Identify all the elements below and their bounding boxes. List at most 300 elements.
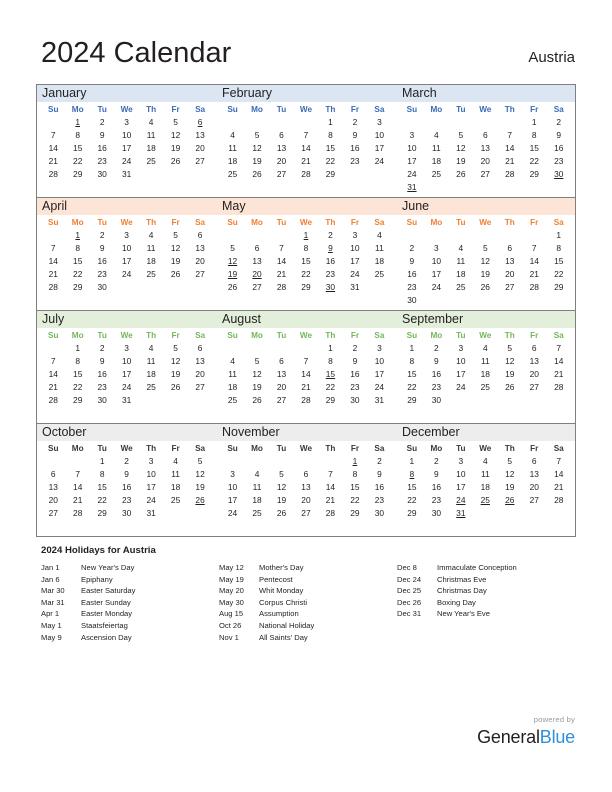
day-cell-september-22[interactable]: 22 — [407, 382, 417, 392]
day-cell-february-12[interactable]: 12 — [252, 143, 262, 153]
day-cell-october-16[interactable]: 16 — [121, 482, 132, 492]
day-cell-november-25[interactable]: 25 — [252, 508, 262, 518]
day-cell-october-9[interactable]: 9 — [124, 469, 129, 479]
day-cell-december-20[interactable]: 20 — [529, 482, 539, 492]
day-cell-december-9[interactable]: 9 — [434, 469, 439, 479]
day-cell-march-15[interactable]: 15 — [529, 143, 539, 153]
day-cell-august-10[interactable]: 10 — [374, 356, 385, 366]
day-cell-december-16[interactable]: 16 — [431, 482, 442, 492]
day-cell-january-19[interactable]: 19 — [170, 143, 181, 153]
holiday-cell-january-6[interactable]: 6 — [197, 117, 203, 127]
day-cell-october-29[interactable]: 29 — [97, 508, 107, 518]
day-cell-august-3[interactable]: 3 — [377, 343, 382, 353]
day-cell-september-16[interactable]: 16 — [431, 369, 442, 379]
day-cell-january-31[interactable]: 31 — [121, 169, 132, 179]
day-cell-december-10[interactable]: 10 — [456, 469, 466, 479]
day-cell-february-2[interactable]: 2 — [352, 117, 358, 127]
day-cell-november-19[interactable]: 19 — [276, 495, 287, 505]
day-cell-june-8[interactable]: 8 — [556, 243, 562, 253]
day-cell-june-15[interactable]: 15 — [554, 256, 564, 266]
day-cell-july-14[interactable]: 14 — [48, 369, 58, 379]
day-cell-march-29[interactable]: 29 — [529, 169, 539, 179]
day-cell-september-20[interactable]: 20 — [529, 369, 539, 379]
day-cell-october-14[interactable]: 14 — [73, 482, 83, 492]
day-cell-march-3[interactable]: 3 — [409, 130, 415, 140]
day-cell-april-14[interactable]: 14 — [48, 256, 58, 266]
day-cell-march-6[interactable]: 6 — [482, 130, 488, 140]
day-cell-october-1[interactable]: 1 — [99, 456, 105, 466]
day-cell-january-17[interactable]: 17 — [121, 143, 132, 153]
day-cell-february-25[interactable]: 25 — [227, 169, 238, 179]
day-cell-january-22[interactable]: 22 — [73, 156, 83, 166]
day-cell-july-28[interactable]: 28 — [48, 395, 58, 405]
day-cell-october-5[interactable]: 5 — [197, 456, 203, 466]
day-cell-august-14[interactable]: 14 — [301, 369, 311, 379]
day-cell-november-11[interactable]: 11 — [252, 482, 262, 492]
day-cell-march-23[interactable]: 23 — [554, 156, 564, 166]
day-cell-may-28[interactable]: 28 — [276, 282, 287, 292]
day-cell-october-20[interactable]: 20 — [48, 495, 58, 505]
day-cell-july-29[interactable]: 29 — [73, 395, 83, 405]
day-cell-february-17[interactable]: 17 — [374, 143, 385, 153]
day-cell-september-29[interactable]: 29 — [407, 395, 417, 405]
day-cell-december-4[interactable]: 4 — [482, 456, 488, 466]
holiday-cell-december-26[interactable]: 26 — [505, 495, 515, 505]
day-cell-september-6[interactable]: 6 — [531, 343, 537, 353]
day-cell-december-11[interactable]: 11 — [480, 469, 490, 479]
day-cell-january-24[interactable]: 24 — [121, 156, 132, 166]
day-cell-july-17[interactable]: 17 — [121, 369, 132, 379]
day-cell-september-30[interactable]: 30 — [431, 395, 442, 405]
day-cell-july-23[interactable]: 23 — [97, 382, 107, 392]
day-cell-july-4[interactable]: 4 — [148, 343, 154, 353]
holiday-cell-april-1[interactable]: 1 — [75, 230, 81, 240]
day-cell-july-3[interactable]: 3 — [124, 343, 129, 353]
day-cell-february-23[interactable]: 23 — [350, 156, 360, 166]
day-cell-august-30[interactable]: 30 — [350, 395, 360, 405]
day-cell-december-18[interactable]: 18 — [480, 482, 490, 492]
day-cell-december-30[interactable]: 30 — [431, 508, 442, 518]
holiday-cell-may-12[interactable]: 12 — [227, 256, 238, 266]
day-cell-december-19[interactable]: 19 — [505, 482, 515, 492]
day-cell-february-11[interactable]: 11 — [228, 143, 237, 153]
day-cell-august-21[interactable]: 21 — [301, 382, 311, 392]
day-cell-january-30[interactable]: 30 — [97, 169, 107, 179]
day-cell-october-18[interactable]: 18 — [170, 482, 181, 492]
day-cell-may-18[interactable]: 18 — [374, 256, 385, 266]
day-cell-january-13[interactable]: 13 — [195, 130, 205, 140]
day-cell-august-11[interactable]: 11 — [228, 369, 237, 379]
day-cell-january-12[interactable]: 12 — [170, 130, 181, 140]
day-cell-april-9[interactable]: 9 — [99, 243, 105, 253]
day-cell-january-8[interactable]: 8 — [75, 130, 81, 140]
day-cell-march-11[interactable]: 11 — [432, 143, 441, 153]
day-cell-july-13[interactable]: 13 — [195, 356, 205, 366]
day-cell-august-26[interactable]: 26 — [252, 395, 262, 405]
day-cell-may-25[interactable]: 25 — [374, 269, 385, 279]
day-cell-november-26[interactable]: 26 — [276, 508, 287, 518]
day-cell-april-30[interactable]: 30 — [97, 282, 107, 292]
day-cell-april-22[interactable]: 22 — [73, 269, 83, 279]
day-cell-april-11[interactable]: 11 — [146, 243, 156, 253]
day-cell-november-8[interactable]: 8 — [352, 469, 358, 479]
day-cell-september-2[interactable]: 2 — [434, 343, 439, 353]
day-cell-july-9[interactable]: 9 — [99, 356, 105, 366]
day-cell-february-26[interactable]: 26 — [252, 169, 262, 179]
day-cell-may-8[interactable]: 8 — [303, 243, 309, 253]
day-cell-november-18[interactable]: 18 — [252, 495, 262, 505]
day-cell-april-4[interactable]: 4 — [148, 230, 154, 240]
day-cell-february-7[interactable]: 7 — [303, 130, 309, 140]
day-cell-september-24[interactable]: 24 — [456, 382, 466, 392]
day-cell-october-10[interactable]: 10 — [146, 469, 156, 479]
day-cell-june-21[interactable]: 21 — [529, 269, 539, 279]
day-cell-may-16[interactable]: 16 — [325, 256, 336, 266]
day-cell-may-5[interactable]: 5 — [230, 243, 235, 253]
day-cell-november-24[interactable]: 24 — [227, 508, 238, 518]
day-cell-november-10[interactable]: 10 — [227, 482, 238, 492]
day-cell-january-10[interactable]: 10 — [121, 130, 132, 140]
day-cell-september-12[interactable]: 12 — [505, 356, 515, 366]
holiday-cell-may-19[interactable]: 19 — [227, 269, 238, 279]
day-cell-october-31[interactable]: 31 — [146, 508, 156, 518]
day-cell-december-22[interactable]: 22 — [407, 495, 417, 505]
day-cell-february-19[interactable]: 19 — [252, 156, 262, 166]
day-cell-august-29[interactable]: 29 — [325, 395, 336, 405]
day-cell-june-28[interactable]: 28 — [529, 282, 539, 292]
day-cell-july-18[interactable]: 18 — [146, 369, 156, 379]
day-cell-march-14[interactable]: 14 — [505, 143, 515, 153]
day-cell-june-6[interactable]: 6 — [507, 243, 513, 253]
day-cell-april-15[interactable]: 15 — [73, 256, 83, 266]
day-cell-october-19[interactable]: 19 — [195, 482, 205, 492]
day-cell-april-7[interactable]: 7 — [50, 243, 56, 253]
holiday-cell-december-24[interactable]: 24 — [456, 495, 466, 505]
day-cell-january-16[interactable]: 16 — [97, 143, 107, 153]
day-cell-may-11[interactable]: 11 — [375, 243, 384, 253]
day-cell-april-19[interactable]: 19 — [170, 256, 181, 266]
day-cell-january-14[interactable]: 14 — [48, 143, 58, 153]
day-cell-july-15[interactable]: 15 — [73, 369, 83, 379]
day-cell-june-10[interactable]: 10 — [431, 256, 442, 266]
day-cell-may-14[interactable]: 14 — [276, 256, 287, 266]
day-cell-september-14[interactable]: 14 — [554, 356, 564, 366]
day-cell-march-12[interactable]: 12 — [456, 143, 466, 153]
day-cell-october-12[interactable]: 12 — [195, 469, 205, 479]
day-cell-september-10[interactable]: 10 — [456, 356, 466, 366]
day-cell-november-15[interactable]: 15 — [350, 482, 360, 492]
day-cell-august-18[interactable]: 18 — [227, 382, 238, 392]
day-cell-january-3[interactable]: 3 — [124, 117, 129, 127]
day-cell-september-17[interactable]: 17 — [456, 369, 466, 379]
day-cell-june-18[interactable]: 18 — [456, 269, 466, 279]
day-cell-may-27[interactable]: 27 — [252, 282, 262, 292]
day-cell-march-7[interactable]: 7 — [507, 130, 513, 140]
day-cell-april-24[interactable]: 24 — [121, 269, 132, 279]
day-cell-december-17[interactable]: 17 — [456, 482, 466, 492]
day-cell-april-16[interactable]: 16 — [97, 256, 107, 266]
day-cell-january-23[interactable]: 23 — [97, 156, 107, 166]
day-cell-april-8[interactable]: 8 — [75, 243, 81, 253]
day-cell-june-19[interactable]: 19 — [480, 269, 490, 279]
day-cell-january-2[interactable]: 2 — [99, 117, 105, 127]
day-cell-november-2[interactable]: 2 — [377, 456, 382, 466]
day-cell-july-25[interactable]: 25 — [146, 382, 156, 392]
day-cell-march-22[interactable]: 22 — [529, 156, 539, 166]
holiday-cell-may-30[interactable]: 30 — [325, 282, 336, 292]
day-cell-march-10[interactable]: 10 — [407, 143, 417, 153]
day-cell-june-12[interactable]: 12 — [480, 256, 490, 266]
day-cell-may-13[interactable]: 13 — [252, 256, 262, 266]
holiday-cell-may-9[interactable]: 9 — [328, 243, 333, 253]
day-cell-august-31[interactable]: 31 — [374, 395, 385, 405]
day-cell-april-2[interactable]: 2 — [99, 230, 105, 240]
day-cell-august-16[interactable]: 16 — [350, 369, 360, 379]
day-cell-september-8[interactable]: 8 — [409, 356, 415, 366]
day-cell-july-31[interactable]: 31 — [121, 395, 132, 405]
day-cell-april-20[interactable]: 20 — [195, 256, 205, 266]
day-cell-september-21[interactable]: 21 — [554, 369, 564, 379]
day-cell-february-10[interactable]: 10 — [374, 130, 385, 140]
day-cell-august-7[interactable]: 7 — [303, 356, 309, 366]
day-cell-august-28[interactable]: 28 — [301, 395, 311, 405]
day-cell-april-29[interactable]: 29 — [73, 282, 83, 292]
day-cell-september-25[interactable]: 25 — [480, 382, 490, 392]
day-cell-may-4[interactable]: 4 — [377, 230, 382, 240]
day-cell-april-17[interactable]: 17 — [121, 256, 132, 266]
day-cell-june-5[interactable]: 5 — [482, 243, 488, 253]
day-cell-november-28[interactable]: 28 — [325, 508, 336, 518]
day-cell-december-14[interactable]: 14 — [554, 469, 564, 479]
day-cell-april-21[interactable]: 21 — [48, 269, 58, 279]
day-cell-october-30[interactable]: 30 — [121, 508, 132, 518]
day-cell-august-19[interactable]: 19 — [252, 382, 262, 392]
day-cell-september-28[interactable]: 28 — [554, 382, 564, 392]
day-cell-january-25[interactable]: 25 — [146, 156, 156, 166]
day-cell-november-13[interactable]: 13 — [301, 482, 311, 492]
day-cell-april-26[interactable]: 26 — [170, 269, 181, 279]
day-cell-june-4[interactable]: 4 — [458, 243, 464, 253]
day-cell-november-29[interactable]: 29 — [350, 508, 360, 518]
day-cell-november-7[interactable]: 7 — [328, 469, 333, 479]
day-cell-february-22[interactable]: 22 — [325, 156, 336, 166]
day-cell-november-22[interactable]: 22 — [350, 495, 360, 505]
day-cell-february-3[interactable]: 3 — [377, 117, 382, 127]
day-cell-november-30[interactable]: 30 — [374, 508, 385, 518]
day-cell-may-2[interactable]: 2 — [328, 230, 333, 240]
day-cell-december-27[interactable]: 27 — [529, 495, 539, 505]
day-cell-december-13[interactable]: 13 — [529, 469, 539, 479]
day-cell-july-30[interactable]: 30 — [97, 395, 107, 405]
day-cell-september-4[interactable]: 4 — [482, 343, 488, 353]
day-cell-june-14[interactable]: 14 — [529, 256, 539, 266]
day-cell-october-23[interactable]: 23 — [121, 495, 132, 505]
holiday-cell-october-26[interactable]: 26 — [195, 495, 205, 505]
day-cell-february-13[interactable]: 13 — [276, 143, 287, 153]
day-cell-november-27[interactable]: 27 — [301, 508, 311, 518]
day-cell-march-27[interactable]: 27 — [480, 169, 490, 179]
day-cell-august-20[interactable]: 20 — [276, 382, 287, 392]
holiday-cell-november-1[interactable]: 1 — [352, 456, 358, 466]
day-cell-february-8[interactable]: 8 — [328, 130, 333, 140]
day-cell-october-6[interactable]: 6 — [50, 469, 56, 479]
day-cell-may-15[interactable]: 15 — [301, 256, 311, 266]
day-cell-march-1[interactable]: 1 — [531, 117, 537, 127]
day-cell-february-1[interactable]: 1 — [328, 117, 333, 127]
day-cell-august-2[interactable]: 2 — [352, 343, 358, 353]
day-cell-march-16[interactable]: 16 — [554, 143, 564, 153]
day-cell-january-28[interactable]: 28 — [48, 169, 58, 179]
day-cell-january-20[interactable]: 20 — [195, 143, 205, 153]
day-cell-july-20[interactable]: 20 — [195, 369, 205, 379]
day-cell-july-21[interactable]: 21 — [48, 382, 58, 392]
day-cell-january-21[interactable]: 21 — [48, 156, 58, 166]
day-cell-june-23[interactable]: 23 — [407, 282, 417, 292]
day-cell-november-3[interactable]: 3 — [230, 469, 235, 479]
day-cell-december-15[interactable]: 15 — [407, 482, 417, 492]
day-cell-may-26[interactable]: 26 — [227, 282, 238, 292]
day-cell-may-21[interactable]: 21 — [276, 269, 287, 279]
day-cell-october-22[interactable]: 22 — [97, 495, 107, 505]
day-cell-april-18[interactable]: 18 — [146, 256, 156, 266]
day-cell-june-29[interactable]: 29 — [554, 282, 564, 292]
day-cell-february-5[interactable]: 5 — [254, 130, 260, 140]
day-cell-july-6[interactable]: 6 — [197, 343, 203, 353]
day-cell-may-10[interactable]: 10 — [350, 243, 360, 253]
day-cell-december-1[interactable]: 1 — [409, 456, 415, 466]
day-cell-july-1[interactable]: 1 — [75, 343, 81, 353]
day-cell-september-11[interactable]: 11 — [480, 356, 490, 366]
day-cell-october-2[interactable]: 2 — [124, 456, 129, 466]
day-cell-november-14[interactable]: 14 — [325, 482, 336, 492]
day-cell-march-4[interactable]: 4 — [434, 130, 439, 140]
day-cell-june-17[interactable]: 17 — [431, 269, 442, 279]
day-cell-march-17[interactable]: 17 — [407, 156, 417, 166]
day-cell-october-24[interactable]: 24 — [146, 495, 156, 505]
day-cell-december-7[interactable]: 7 — [556, 456, 562, 466]
day-cell-august-22[interactable]: 22 — [325, 382, 336, 392]
day-cell-august-27[interactable]: 27 — [276, 395, 287, 405]
day-cell-june-24[interactable]: 24 — [431, 282, 442, 292]
day-cell-october-13[interactable]: 13 — [48, 482, 58, 492]
day-cell-august-23[interactable]: 23 — [350, 382, 360, 392]
holiday-cell-december-25[interactable]: 25 — [480, 495, 490, 505]
day-cell-march-13[interactable]: 13 — [480, 143, 490, 153]
day-cell-june-20[interactable]: 20 — [505, 269, 515, 279]
day-cell-august-4[interactable]: 4 — [230, 356, 235, 366]
day-cell-april-5[interactable]: 5 — [173, 230, 178, 240]
day-cell-february-29[interactable]: 29 — [325, 169, 336, 179]
day-cell-april-12[interactable]: 12 — [170, 243, 181, 253]
day-cell-september-13[interactable]: 13 — [529, 356, 539, 366]
day-cell-january-5[interactable]: 5 — [173, 117, 178, 127]
holiday-cell-december-31[interactable]: 31 — [456, 508, 466, 518]
day-cell-june-9[interactable]: 9 — [409, 256, 415, 266]
day-cell-november-6[interactable]: 6 — [303, 469, 309, 479]
day-cell-february-21[interactable]: 21 — [301, 156, 311, 166]
day-cell-march-5[interactable]: 5 — [458, 130, 464, 140]
day-cell-october-25[interactable]: 25 — [170, 495, 181, 505]
holiday-cell-january-1[interactable]: 1 — [75, 117, 81, 127]
day-cell-april-13[interactable]: 13 — [195, 243, 205, 253]
day-cell-april-3[interactable]: 3 — [124, 230, 129, 240]
day-cell-july-11[interactable]: 11 — [146, 356, 156, 366]
day-cell-january-15[interactable]: 15 — [73, 143, 83, 153]
day-cell-october-28[interactable]: 28 — [73, 508, 83, 518]
day-cell-june-11[interactable]: 11 — [456, 256, 466, 266]
day-cell-january-4[interactable]: 4 — [148, 117, 154, 127]
day-cell-april-10[interactable]: 10 — [121, 243, 132, 253]
day-cell-november-20[interactable]: 20 — [301, 495, 311, 505]
day-cell-august-24[interactable]: 24 — [374, 382, 385, 392]
day-cell-november-21[interactable]: 21 — [325, 495, 336, 505]
day-cell-december-5[interactable]: 5 — [507, 456, 513, 466]
day-cell-october-11[interactable]: 11 — [171, 469, 180, 479]
day-cell-june-16[interactable]: 16 — [407, 269, 417, 279]
day-cell-january-27[interactable]: 27 — [195, 156, 205, 166]
brand-logo[interactable] — [0, 726, 575, 748]
day-cell-december-21[interactable]: 21 — [554, 482, 564, 492]
day-cell-may-6[interactable]: 6 — [254, 243, 260, 253]
day-cell-july-16[interactable]: 16 — [97, 369, 107, 379]
day-cell-may-23[interactable]: 23 — [325, 269, 336, 279]
day-cell-february-20[interactable]: 20 — [276, 156, 287, 166]
day-cell-june-13[interactable]: 13 — [505, 256, 515, 266]
day-cell-august-25[interactable]: 25 — [227, 395, 238, 405]
day-cell-june-3[interactable]: 3 — [434, 243, 439, 253]
day-cell-july-12[interactable]: 12 — [170, 356, 181, 366]
day-cell-september-19[interactable]: 19 — [505, 369, 515, 379]
day-cell-june-1[interactable]: 1 — [556, 230, 562, 240]
day-cell-may-7[interactable]: 7 — [279, 243, 284, 253]
day-cell-september-5[interactable]: 5 — [507, 343, 513, 353]
day-cell-february-18[interactable]: 18 — [227, 156, 238, 166]
day-cell-october-8[interactable]: 8 — [99, 469, 105, 479]
day-cell-july-10[interactable]: 10 — [121, 356, 132, 366]
day-cell-march-21[interactable]: 21 — [505, 156, 515, 166]
day-cell-march-18[interactable]: 18 — [431, 156, 442, 166]
day-cell-march-20[interactable]: 20 — [480, 156, 490, 166]
holiday-cell-december-8[interactable]: 8 — [409, 469, 415, 479]
day-cell-june-26[interactable]: 26 — [480, 282, 490, 292]
day-cell-october-7[interactable]: 7 — [75, 469, 81, 479]
day-cell-august-8[interactable]: 8 — [328, 356, 333, 366]
day-cell-september-23[interactable]: 23 — [431, 382, 442, 392]
day-cell-march-19[interactable]: 19 — [456, 156, 466, 166]
day-cell-september-15[interactable]: 15 — [407, 369, 417, 379]
day-cell-february-15[interactable]: 15 — [325, 143, 336, 153]
day-cell-february-6[interactable]: 6 — [279, 130, 284, 140]
day-cell-june-30[interactable]: 30 — [407, 295, 417, 305]
day-cell-october-4[interactable]: 4 — [173, 456, 178, 466]
day-cell-june-7[interactable]: 7 — [531, 243, 537, 253]
day-cell-may-22[interactable]: 22 — [301, 269, 311, 279]
day-cell-july-19[interactable]: 19 — [170, 369, 181, 379]
day-cell-january-11[interactable]: 11 — [146, 130, 156, 140]
day-cell-may-29[interactable]: 29 — [301, 282, 311, 292]
day-cell-august-17[interactable]: 17 — [374, 369, 385, 379]
day-cell-march-9[interactable]: 9 — [556, 130, 562, 140]
day-cell-april-6[interactable]: 6 — [197, 230, 203, 240]
day-cell-february-24[interactable]: 24 — [374, 156, 385, 166]
day-cell-july-5[interactable]: 5 — [173, 343, 178, 353]
day-cell-january-26[interactable]: 26 — [170, 156, 181, 166]
day-cell-august-5[interactable]: 5 — [254, 356, 260, 366]
day-cell-september-9[interactable]: 9 — [434, 356, 439, 366]
day-cell-march-26[interactable]: 26 — [456, 169, 466, 179]
holiday-cell-may-20[interactable]: 20 — [252, 269, 262, 279]
day-cell-december-2[interactable]: 2 — [434, 456, 439, 466]
